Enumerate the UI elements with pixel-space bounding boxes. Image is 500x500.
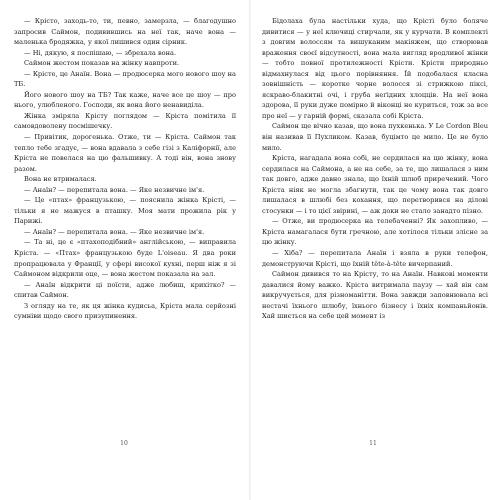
paragraph: — Хіба? — перепитала Анаїн і взяла в руки телефон, демонструючи Крісті, що їхній tête-à-tête вичерпаний. [262, 249, 488, 268]
paragraph: — Привітик, дорогенька. Отже, ти — Кріста. Саймон так тепло тебе згадує, — вона вдавала з себе гізі з Каліфорнії, але Кріста не повелася на цю фальшивку. А тоді він, вона знову разом. [14, 133, 236, 173]
page-number: 10 [120, 440, 128, 447]
paragraph: Бідолаха була настільки худа, що Крісті було боляче дивитися — у неї ключиці стирчали, як у курчати. В комплекті з довгим волоссям та вишуканим макіяжем, що створював враження своєї відсутності, вона мала вигляд вродливої жінки — тобто повної протилежності Крісти. Крісти природньо відмахнулася від цього порівняння. Їй подобалася класна зовнішність — коротке чорне волосся зі стрижкою піксі, яскраво-блакитні очі, і груба неґідних хлоцців. На неї вона здорова, її руки дуже помірно й віконці не куриться, тож за все про неї — у гарній формі, сказала собі Кріста. [262, 17, 488, 120]
paragraph: Саймон дивився то на Крісту, то на Анаїн. Навкові моменти давалися йому важко. Кріста витримала паузу — хай він сам викручується, для різноманітти. Вона завжди заповнювала всі нестачі їхнього шлюбу, їхнього бізнесу і їхніх компаньйонів. Хай шиється на себе цей момент із [262, 270, 488, 321]
paragraph: Кріста, нагадала вона собі, не сердилася на цю жінку, вона сердилася на Саймона, а не на себе, за те, що лишалася з ним так довго, адже давно знала, що їхній шлюб приречений. Чого Кріста ніяк не могла збагнути, так це чому вона так довго лишалася в шлюбі без кохання, що перетворився на ділові стосунки — і то цієї звірині, — аж доки не стало занадто пізно. [262, 154, 488, 215]
paragraph: — Анаїн відкрити ці поїсти, адже любиш, крихітко? — спитав Саймон. [14, 280, 236, 300]
paragraph: — Ні, дякую, я поспішаю, — збрехала вона. [24, 48, 177, 57]
paragraph: — Анаїн? — перепитала вона. — Яке незвичне ім'я. [24, 185, 205, 194]
book-gutter [249, 0, 251, 500]
paragraph: Його нового шоу на ТБ? Так каже, наче все це шоу — про нього, улюбленого. Господи, як вона його ненавиділа. [14, 90, 236, 110]
paragraph: — Отже, ви продюсерка на телебаченні? Як захопливо, — Кріста намагалася бути гречною, але хотілося тільки злісне за цю жінку. [262, 217, 488, 247]
paragraph: Вона не втрималася. [24, 175, 97, 184]
paragraph: — Це «птах» французькою, — пояснила жінка Крісті, — тільки я не мажуся в пташку. Моя мати прожила рік у Парижі. [14, 196, 236, 226]
left-page-text [14, 16, 236, 322]
paragraph: — Та ні, це є «птахоподібний» англійською, — виправила Кріста. — «Птах» французькою буде L'oiseau. Я два роки пропрацювала у Франції, у сфері високої кухні, перш ніж я зі Саймоном відкрили оце, — вона жестом показала на зал. [14, 238, 236, 279]
right-page-text [262, 16, 488, 322]
page-number: 11 [369, 440, 377, 447]
left-page [14, 0, 248, 500]
paragraph: — Крісто, заходь-то, ти, певно, замерзла, — благодушно запросив Саймон, подивившись на неї так, наче вона — маленька бродяжка, у якої лишився один сірник. [14, 17, 236, 47]
paragraph: Саймон ще вічно казав, що вона пухкенька. У Le Cordon Bleu він називав її Пухликом. Казав, буцімто це мило. Це не було мило. [262, 122, 488, 152]
paragraph: Жінка зміряла Крісту поглядом — Кріста помітила її самовдоволену посмішечку. [14, 111, 236, 131]
paragraph: Саймон жестом показав на жінку навпроти. [24, 59, 180, 68]
paragraph: З огляду на те, як ця жінка кудисьа, Кріста мала серйозні сумніви щодо свого призупинення. [14, 301, 236, 321]
paragraph: — Крісте, це Анаїн. Вона — продюсерка мого нового шоу на ТБ. [14, 69, 236, 89]
right-page [258, 0, 492, 500]
paragraph: — Анаїн? — перепитала вона. — Яке незвичне ім'я. [24, 227, 205, 236]
